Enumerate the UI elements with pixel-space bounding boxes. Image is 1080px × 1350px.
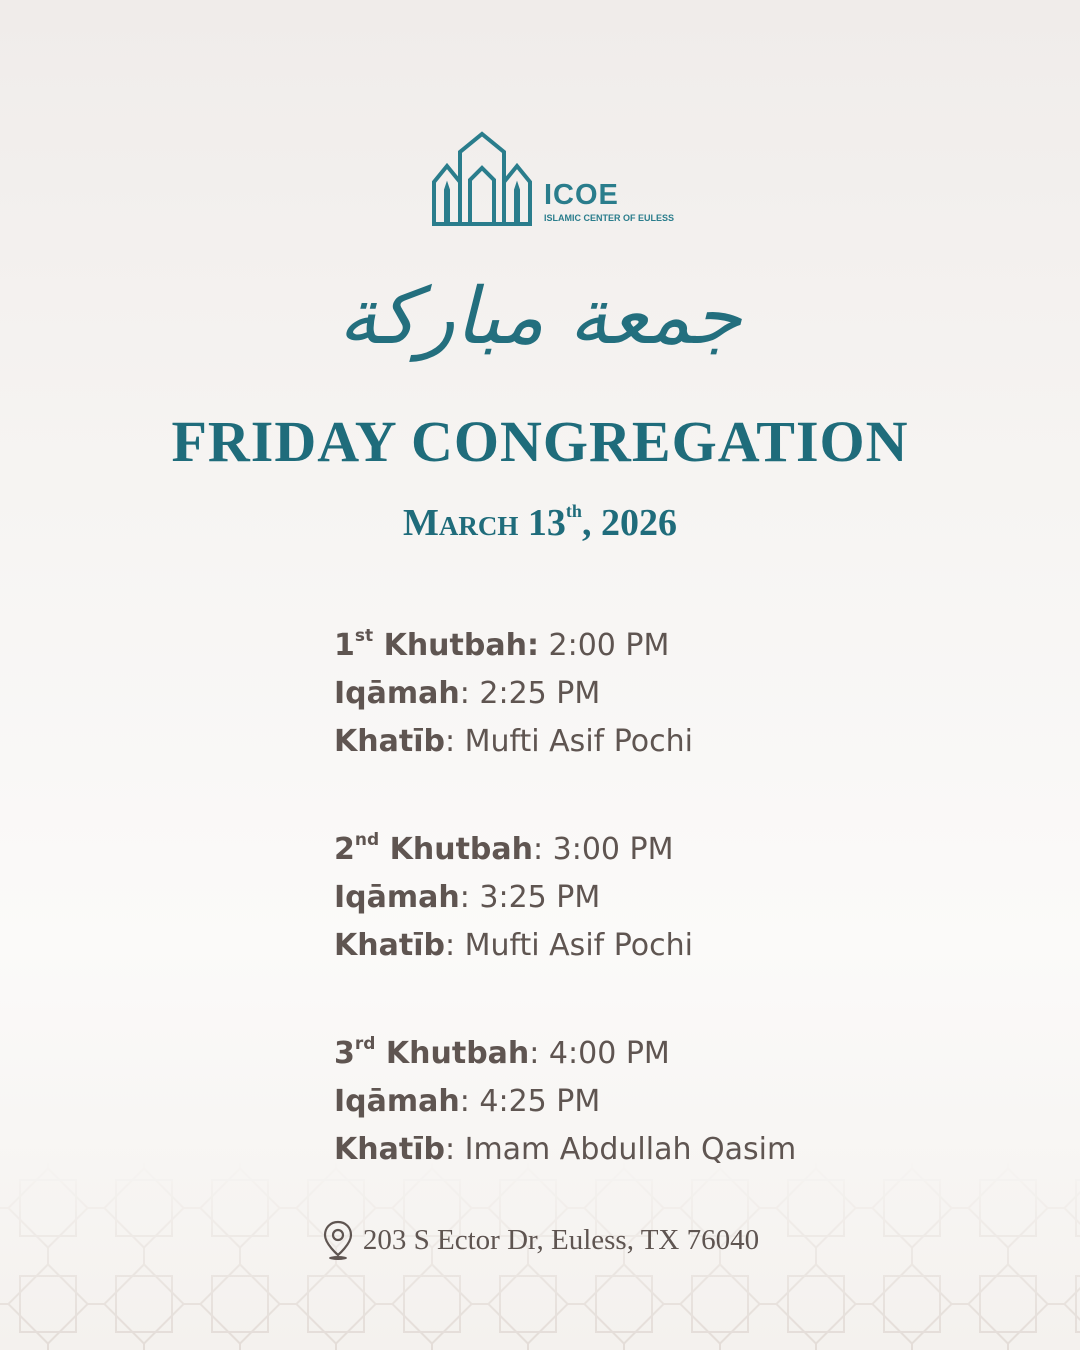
mosque-logo-icon	[430, 130, 540, 230]
logo-abbreviation: ICOE	[544, 179, 619, 211]
iqamah-time-line: Iqāmah: 2:25 PM	[334, 676, 601, 711]
khatib-line: Khatīb: Imam Abdullah Qasim	[334, 1132, 797, 1167]
khutbah-time-line: 1st Khutbah: 2:00 PM	[334, 626, 670, 663]
khatib-line: Khatīb: Mufti Asif Pochi	[334, 724, 693, 759]
iqamah-time-line: Iqāmah: 4:25 PM	[334, 1084, 601, 1119]
iqamah-time-line: Iqāmah: 3:25 PM	[334, 880, 601, 915]
khutbah-time-line: 3rd Khutbah: 4:00 PM	[334, 1034, 670, 1071]
icoe-logo	[430, 130, 680, 230]
logo-full-name: ISLAMIC CENTER OF EULESS	[544, 213, 675, 223]
page-title: FRIDAY CONGREGATION	[171, 409, 909, 474]
address-text: 203 S Ector Dr, Euless, TX 76040	[362, 1223, 760, 1256]
khutbah-block-1	[334, 612, 974, 766]
jummah-mubarak-calligraphy: جمعة مباركة	[338, 272, 742, 362]
location-pin-icon	[321, 1219, 355, 1261]
khutbah-block-2	[334, 816, 974, 970]
event-date: March 13th, 2026	[403, 501, 677, 544]
khutbah-schedule	[334, 612, 974, 1224]
khatib-line: Khatīb: Mufti Asif Pochi	[334, 928, 693, 963]
address-row	[0, 1218, 1080, 1262]
khutbah-time-line: 2nd Khutbah: 3:00 PM	[334, 830, 674, 867]
khutbah-block-3	[334, 1020, 974, 1174]
